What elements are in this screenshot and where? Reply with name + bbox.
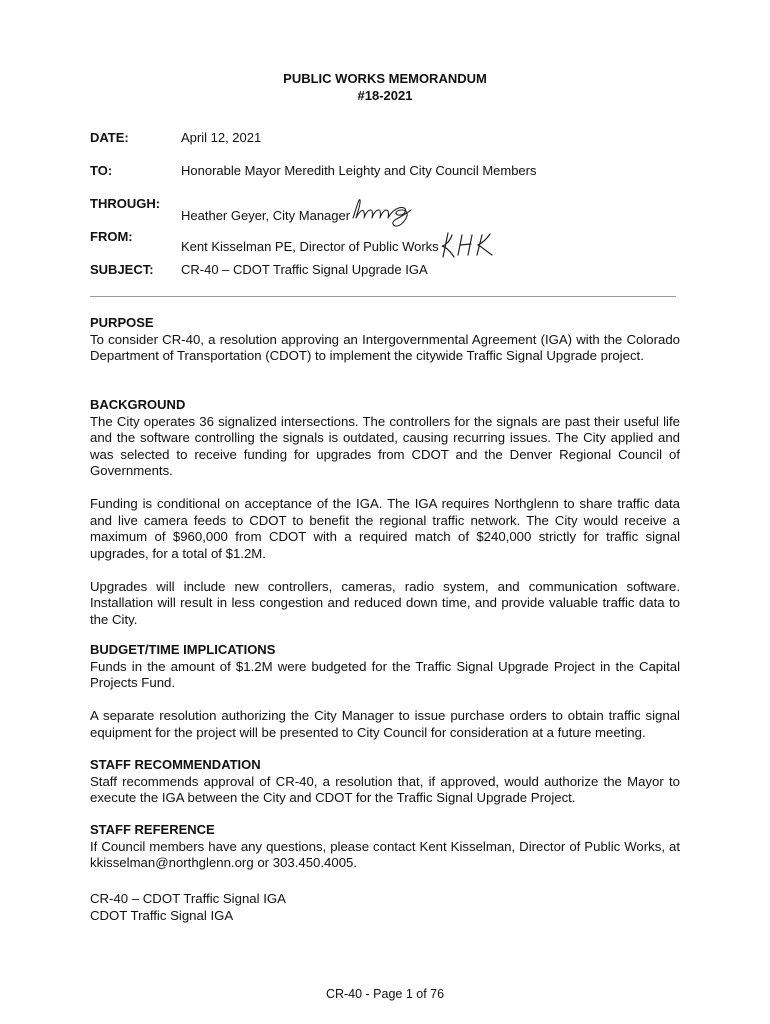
memo-header (0, 70, 770, 104)
budget-paragraph-2: A separate resolution authorizing the City Manager to issue purchase orders to obtain traffic signal equipment for the project will be presented to City Council for consideration at a future meeting. (90, 708, 680, 740)
reference-text: If Council members have any questions, please contact Kent Kisselman, Director of Public Works, at kkisselman@northglenn.org or 303.450.4005. (90, 838, 680, 870)
to-row (90, 163, 690, 181)
attachment-item: CR-40 – CDOT Traffic Signal IGA (90, 891, 286, 906)
to-value: Honorable Mayor Meredith Leighty and City Council Members (181, 163, 537, 178)
manager-signature (351, 196, 415, 230)
budget-section (90, 642, 680, 741)
purpose-section (90, 315, 680, 365)
date-label: DATE: (90, 130, 129, 145)
from-value: Kent Kisselman PE, Director of Public Works (181, 239, 439, 254)
date-value: April 12, 2021 (181, 130, 262, 145)
background-heading: BACKGROUND (90, 397, 186, 412)
memo-title: PUBLIC WORKS MEMORANDUM (283, 71, 487, 86)
background-paragraph-1: The City operates 36 signalized intersections. The controllers for the signals are past their useful life and the software controlling the signals is outdated, causing recurring issues. The City applied and was selected to receive funding for upgrades from CDOT and the Denver Regional Council of Governments. (90, 413, 680, 478)
from-row (90, 229, 690, 254)
from-label: FROM: (90, 229, 133, 244)
budget-paragraph-1: Funds in the amount of $1.2M were budgeted for the Traffic Signal Upgrade Project in the Capital Projects Fund. (90, 658, 680, 690)
date-row (90, 130, 690, 148)
through-value: Heather Geyer, City Manager (181, 208, 351, 223)
reference-heading: STAFF REFERENCE (90, 822, 215, 837)
through-label: THROUGH: (90, 196, 161, 211)
recommendation-section (90, 757, 680, 807)
subject-value: CR-40 – CDOT Traffic Signal Upgrade IGA (181, 262, 428, 277)
attachment-item: CDOT Traffic Signal IGA (90, 907, 234, 923)
purpose-heading: PURPOSE (90, 315, 154, 330)
reference-section (90, 822, 680, 872)
subject-row (90, 262, 690, 280)
background-paragraph-3: Upgrades will include new controllers, cameras, radio system, and communication software. Installation will result in less congestion and reduced down time, and provide valuable traffic data to the City. (90, 578, 680, 627)
budget-heading: BUDGET/TIME IMPLICATIONS (90, 642, 276, 657)
background-section (90, 397, 680, 628)
purpose-text: To consider CR-40, a resolution approving an Intergovernmental Agreement (IGA) with the Colorado Department of Transportation (CDOT) to implement the citywide Traffic Signal Upgrade project. (90, 331, 680, 363)
director-signature (440, 229, 496, 261)
page-footer: CR-40 - Page 1 of 76 (325, 987, 445, 1001)
recommendation-heading: STAFF RECOMMENDATION (90, 757, 261, 772)
recommendation-text: Staff recommends approval of CR-40, a resolution that, if approved, would authorize the Mayor to execute the IGA between the City and CDOT for the Traffic Signal Upgrade Project. (90, 773, 680, 805)
background-paragraph-2: Funding is conditional on acceptance of the IGA. The IGA requires Northglenn to share traffic data and live camera feeds to CDOT to benefit the regional traffic network. The City would receive a maximum of $960,000 from CDOT with a required match of $240,000 strictly for traffic signal upgrades, for a total of $1.2M. (90, 496, 680, 561)
subject-label: SUBJECT: (90, 262, 154, 277)
to-label: TO: (90, 163, 113, 178)
through-row (90, 196, 690, 223)
memo-number: #18-2021 (357, 88, 413, 103)
header-divider (90, 296, 676, 297)
